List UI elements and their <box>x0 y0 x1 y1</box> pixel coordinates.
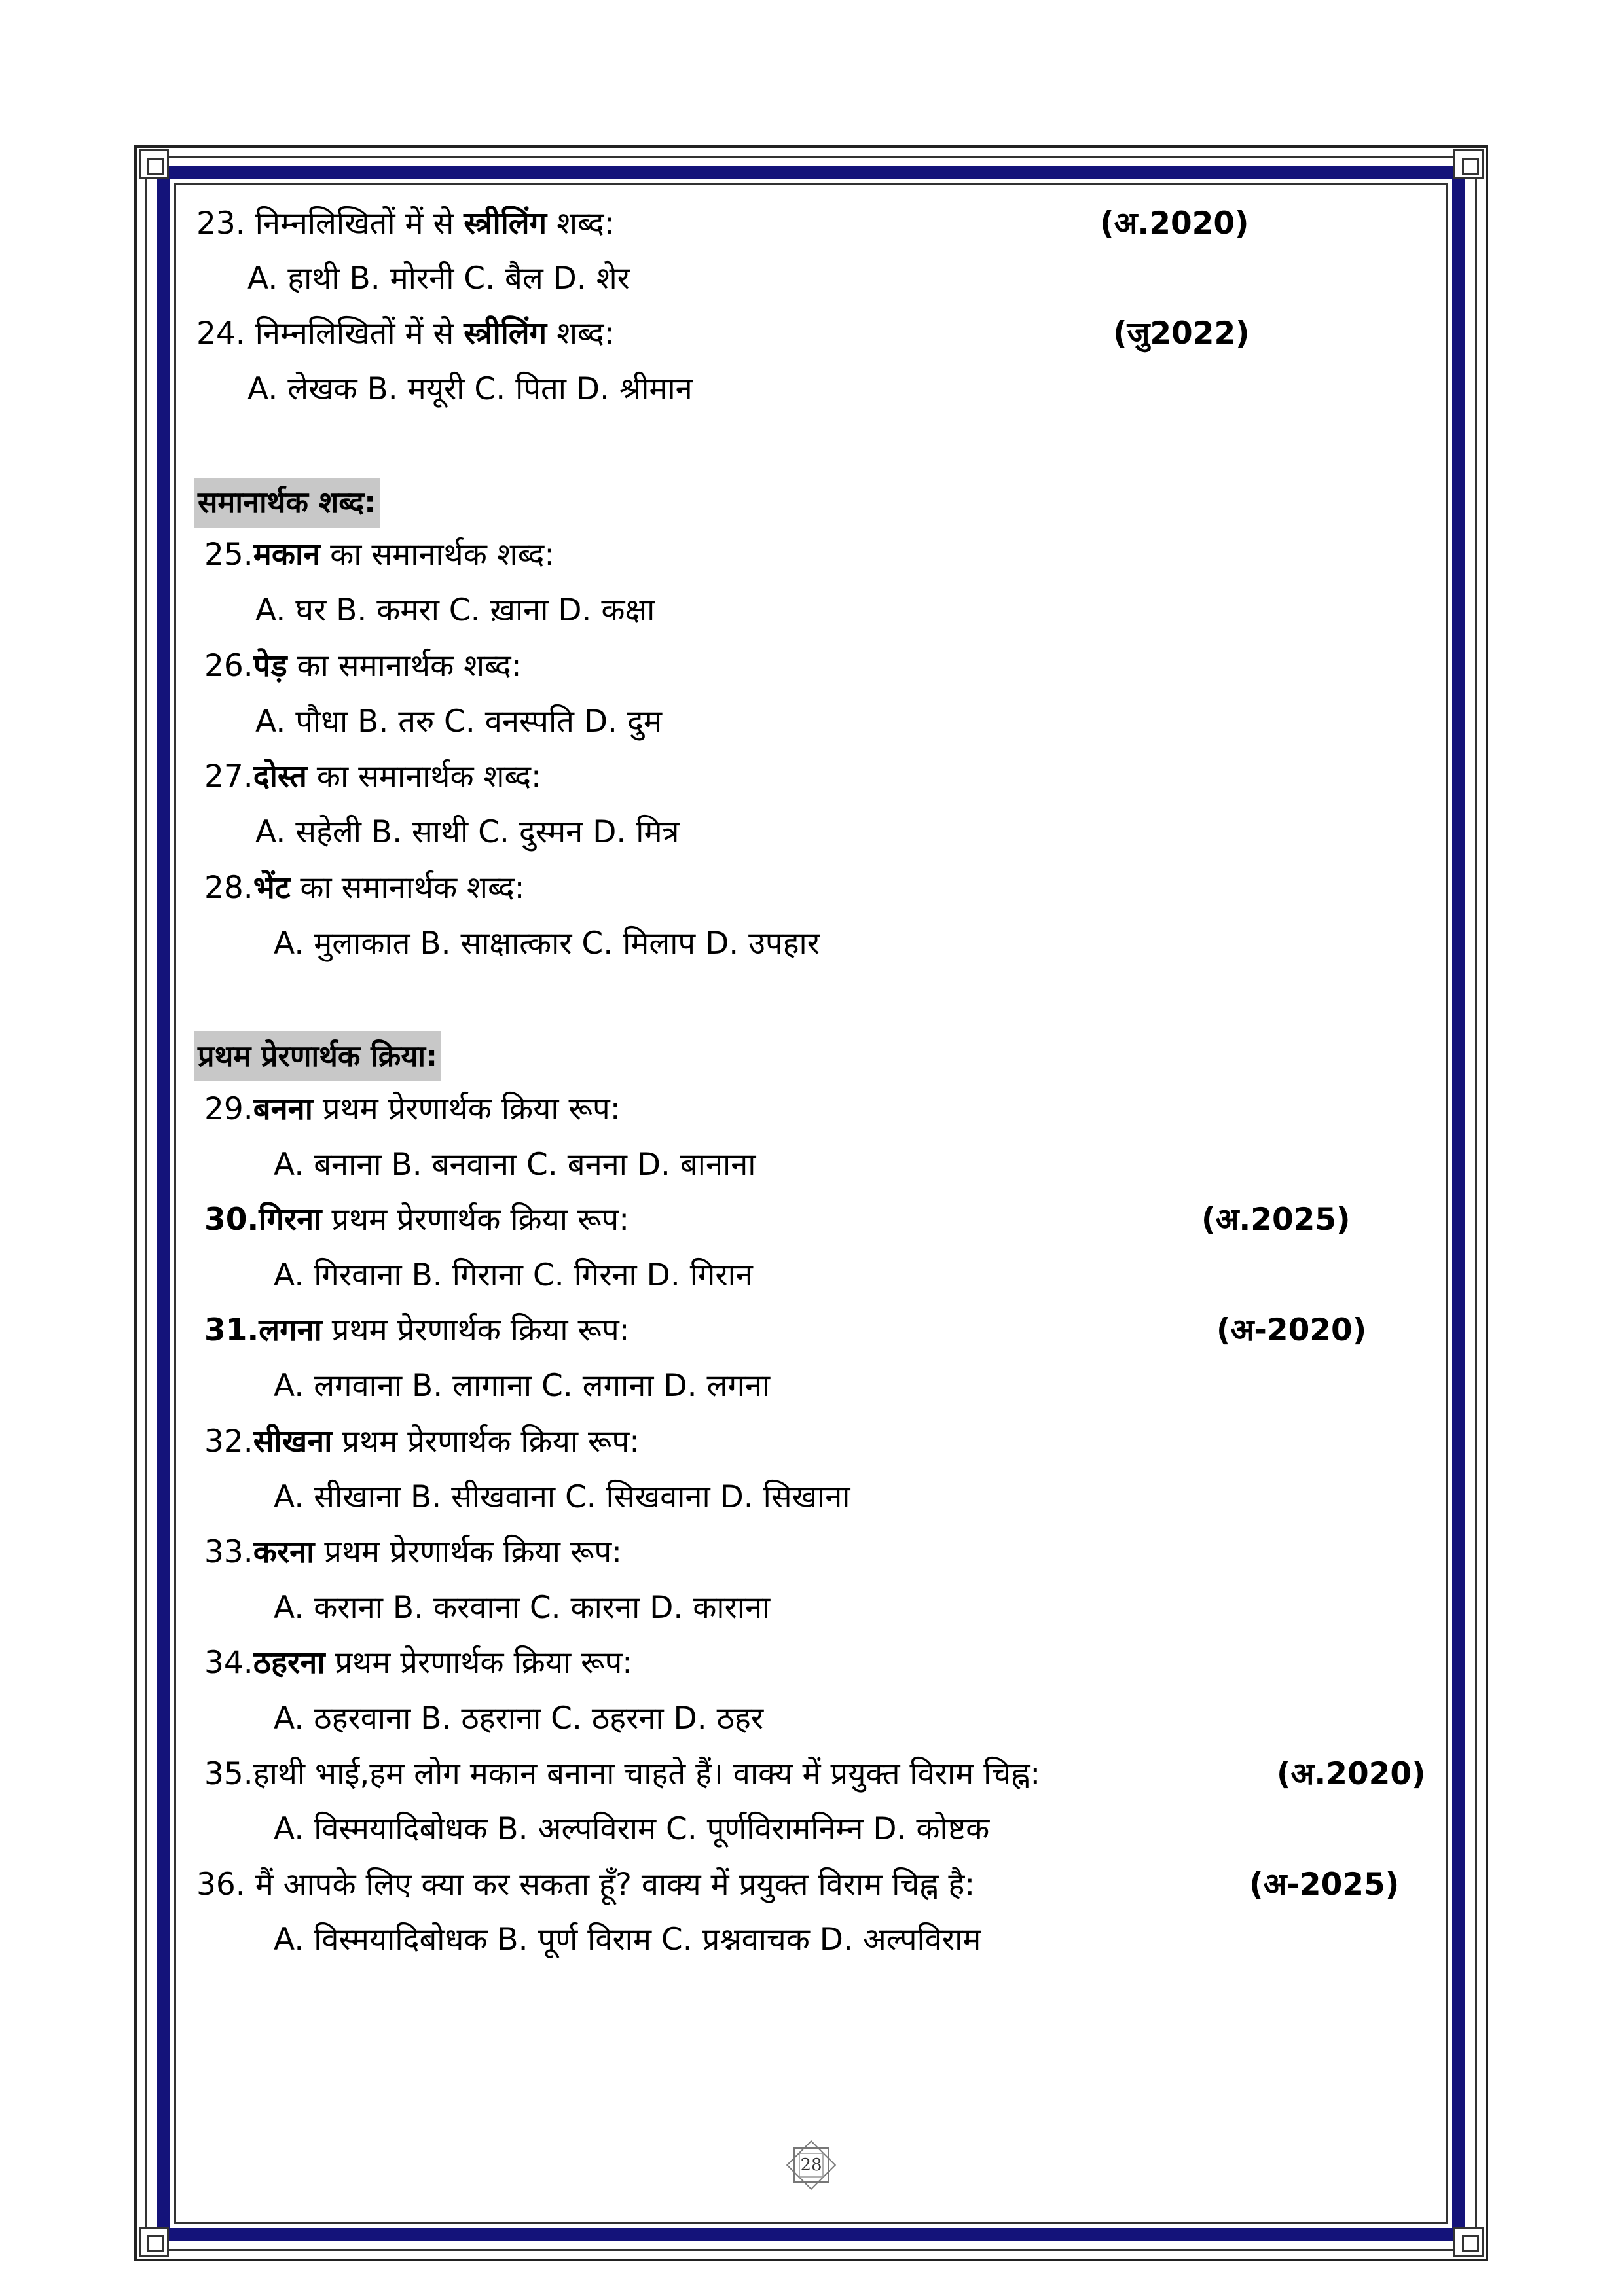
question-options: A. सीखाना B. सीखवाना C. सिखवाना D. सिखाना <box>274 1479 850 1515</box>
question-options: A. हाथी B. मोरनी C. बैल D. शेर <box>247 260 630 296</box>
question-27 <box>204 757 541 797</box>
question-options: A. घर B. कमरा C. ख़ाना D. कक्षा <box>255 592 655 628</box>
question-30 <box>204 1200 629 1240</box>
page-number: 28 <box>800 2155 822 2175</box>
question-text: शब्द: <box>547 206 615 242</box>
question-number: 33. <box>204 1534 253 1570</box>
question-options: A. सहेली B. साथी C. दुस्मन D. मित्र <box>255 814 680 850</box>
question-number: 30. <box>204 1202 259 1238</box>
question-keyword: ठहरना <box>253 1645 325 1681</box>
question-keyword: मकान <box>253 537 321 573</box>
question-year-tag: (अ-2020) <box>1216 1312 1367 1348</box>
question-35 <box>204 1755 1040 1794</box>
question-number: 26. <box>204 648 253 684</box>
question-text: प्रथम प्रेरणार्थक क्रिया रूप: <box>321 1202 630 1238</box>
question-number: 28. <box>204 870 253 906</box>
question-options: A. लगवाना B. लागाना C. लगाना D. लगना <box>274 1368 771 1404</box>
question-number: 24. <box>196 315 246 351</box>
question-options: A. गिरवाना B. गिराना C. गिरना D. गिरान <box>274 1257 753 1293</box>
question-keyword: बनना <box>253 1091 313 1127</box>
corner-ornament-bottom-right <box>1453 2227 1484 2257</box>
question-text: निम्नलिखितों में से <box>255 315 464 351</box>
question-number: 34. <box>204 1645 253 1681</box>
question-options: A. विस्मयादिबोधक B. अल्पविराम C. पूर्णविरामनिम्न D. कोष्टक <box>274 1811 990 1847</box>
question-year-tag: (अ.2025) <box>1201 1202 1351 1238</box>
question-keyword: गिरना <box>259 1202 322 1238</box>
question-25 <box>204 535 555 575</box>
question-number: 35. <box>204 1756 253 1792</box>
question-text: प्रथम प्रेरणार्थक क्रिया रूप: <box>314 1534 622 1570</box>
corner-ornament-top-left <box>139 149 169 179</box>
question-number: 27. <box>204 759 253 795</box>
question-year-tag: (जु2022) <box>1113 315 1250 351</box>
question-keyword: लगना <box>259 1312 322 1348</box>
question-text: का समानार्थक शब्द: <box>320 537 555 573</box>
section-heading-synonyms: समानार्थक शब्द: <box>194 478 380 528</box>
question-text: का समानार्थक शब्द: <box>287 648 522 684</box>
question-24 <box>196 314 614 353</box>
question-keyword: स्त्रीलिंग <box>464 206 547 242</box>
question-number: 25. <box>204 537 253 573</box>
question-keyword: दोस्त <box>253 759 307 795</box>
question-32 <box>204 1422 640 1462</box>
question-text: निम्नलिखितों में से <box>255 206 464 242</box>
question-options: A. लेखक B. मयूरी C. पिता D. श्रीमान <box>247 371 693 407</box>
question-options: A. बनाना B. बनवाना C. बनना D. बानाना <box>274 1147 756 1183</box>
question-31 <box>204 1311 630 1350</box>
corner-ornament-top-right <box>1453 149 1484 179</box>
question-options: A. कराना B. करवाना C. कारना D. काराना <box>274 1590 771 1626</box>
question-number: 29. <box>204 1091 253 1127</box>
question-36 <box>196 1865 975 1905</box>
question-text: मैं आपके लिए क्या कर सकता हूँ? वाक्य में प्रयुक्त विराम चिह्न है: <box>255 1867 976 1903</box>
question-number: 32. <box>204 1424 253 1460</box>
question-options: A. ठहरवाना B. ठहराना C. ठहरना D. ठहर <box>274 1700 764 1736</box>
corner-ornament-bottom-left <box>139 2227 169 2257</box>
question-year-tag: (अ.2020) <box>1277 1756 1426 1792</box>
question-33 <box>204 1533 622 1572</box>
question-keyword: करना <box>253 1534 315 1570</box>
question-26 <box>204 647 522 686</box>
question-text: हाथी भाई,हम लोग मकान बनाना चाहते हैं। वाक्य में प्रयुक्त विराम चिह्न: <box>253 1756 1041 1792</box>
question-keyword: पेड़ <box>253 648 287 684</box>
question-keyword: स्त्रीलिंग <box>464 315 547 351</box>
question-keyword: भेंट <box>253 870 291 906</box>
question-text: प्रथम प्रेरणार्थक क्रिया रूप: <box>325 1645 633 1681</box>
question-text: का समानार्थक शब्द: <box>306 759 541 795</box>
question-34 <box>204 1643 632 1683</box>
question-28 <box>204 869 524 908</box>
question-options: A. पौधा B. तरु C. वनस्पति D. दुम <box>255 704 662 740</box>
question-year-tag: (अ.2020) <box>1100 206 1249 242</box>
question-number: 36. <box>196 1867 246 1903</box>
question-number: 31. <box>204 1312 259 1348</box>
question-29 <box>204 1090 621 1129</box>
question-text: प्रथम प्रेरणार्थक क्रिया रूप: <box>332 1424 640 1460</box>
question-year-tag: (अ-2025) <box>1249 1867 1400 1903</box>
question-options: A. विस्मयादिबोधक B. पूर्ण विराम C. प्रश्नवाचक D. अल्पविराम <box>274 1922 981 1958</box>
section-heading-causative: प्रथम प्रेरणार्थक क्रिया: <box>194 1031 441 1081</box>
question-text: का समानार्थक शब्द: <box>290 870 525 906</box>
question-text: प्रथम प्रेरणार्थक क्रिया रूप: <box>312 1091 621 1127</box>
question-23 <box>196 204 614 243</box>
question-number: 23. <box>196 206 246 242</box>
question-keyword: सीखना <box>253 1424 333 1460</box>
page-number-ornament <box>781 2135 841 2195</box>
question-options: A. मुलाकात B. साक्षात्कार C. मिलाप D. उपहार <box>274 925 820 961</box>
question-text: शब्द: <box>547 315 615 351</box>
question-text: प्रथम प्रेरणार्थक क्रिया रूप: <box>321 1312 630 1348</box>
